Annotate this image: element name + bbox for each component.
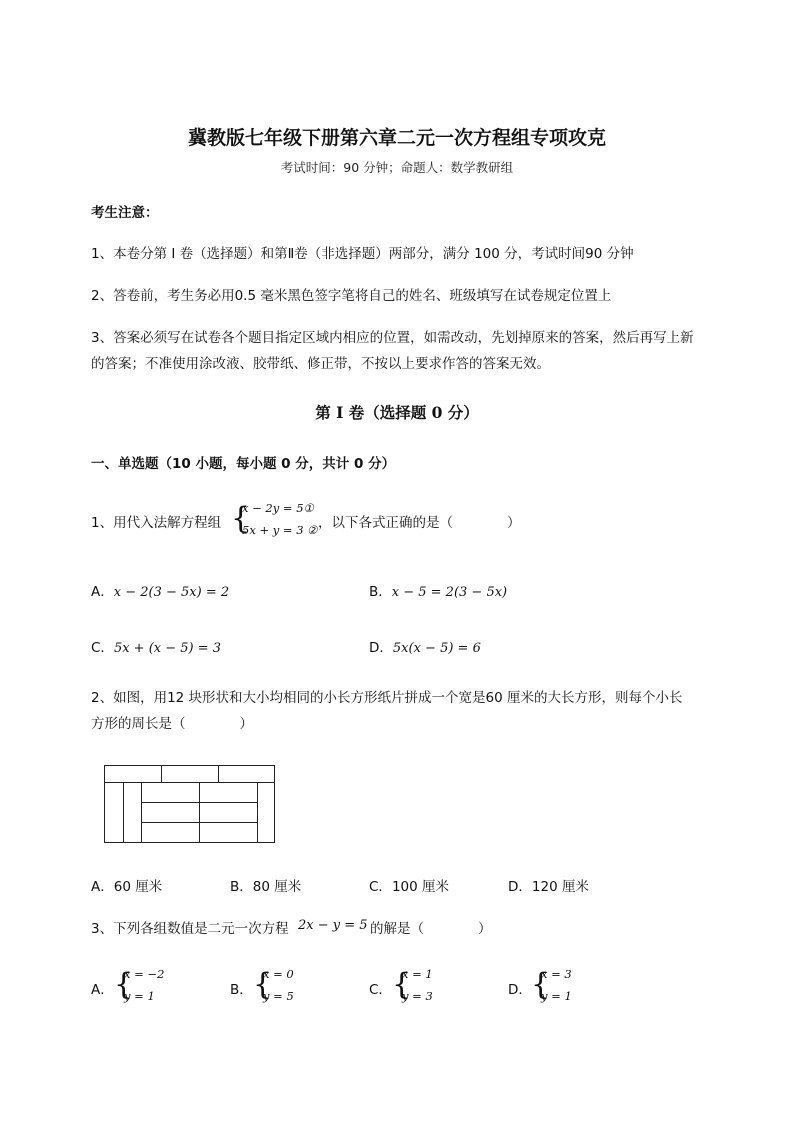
q3-option-a-brace: { (114, 967, 134, 1002)
q3-equation: 2x − y = 5 (298, 918, 368, 933)
notice-item-3: 3、答案必须写在试卷各个题目指定区域内相应的位置，如需改动，先划掉原来的答案，然后再写上新 (91, 330, 694, 346)
q3-option-b-label: B． (230, 982, 253, 998)
q2-option-b-text: 80 厘米 (252, 879, 302, 895)
q2-option-b-label: B． (230, 879, 253, 895)
q1-option-a-label: A． (91, 584, 114, 600)
q1-suffix: ，以下各式正确的是（ ） (318, 515, 521, 531)
q3-option-b-y: y = 5 (263, 989, 294, 1003)
q3-suffix: 的解是（ ） (370, 921, 492, 937)
q2-line2: 方形的周长是（ ） (91, 716, 253, 732)
q2-rectangle-figure (104, 765, 275, 843)
q2-option-a-label: A． (91, 879, 114, 895)
notice-item-1: 1、本卷分第 I 卷（选择题）和第Ⅱ卷（非选择题）两部分，满分 100 分，考试时间90 分钟 (91, 246, 634, 262)
q3-option-a-x: x = −2 (124, 967, 165, 981)
q2-line1: 2、如图，用12 块形状和大小均相同的小长方形纸片拼成一个宽是60 厘米的大长方形，则每个小长 (91, 690, 683, 706)
q1-eq2: 5x + y = 3 ② (242, 523, 318, 537)
q1-option-c-expr: 5x + (x − 5) = 3 (113, 641, 222, 656)
q2-option-c-label: C． (369, 879, 392, 895)
q3-option-c-brace: { (392, 967, 412, 1002)
q1-option-a-expr: x − 2(3 − 5x) = 2 (113, 585, 230, 600)
q2-option-c-text: 100 厘米 (391, 879, 449, 895)
q1-option-b-expr: x − 5 = 2(3 − 5x) (391, 585, 508, 600)
section-title: 第 I 卷（选择题 0 分） (315, 403, 479, 422)
q3-option-b-x: x = 0 (263, 967, 294, 981)
q2-option-d-text: 120 厘米 (531, 879, 589, 895)
q1-option-b-label: B． (369, 584, 392, 600)
notice-heading: 考生注意： (91, 205, 159, 221)
q2-option-d-label: D． (508, 879, 532, 895)
q1-option-c-label: C． (91, 640, 114, 656)
q1-option-c[interactable] (91, 636, 221, 656)
q3-option-d-brace: { (531, 967, 551, 1002)
q3-option-a-label: A． (91, 982, 114, 998)
part-heading: 一、单选题（10 小题，每小题 0 分，共计 0 分） (91, 456, 396, 472)
q1-option-a[interactable] (91, 580, 229, 600)
q1-brace: { (231, 501, 251, 536)
q3-option-c-label: C． (369, 982, 392, 998)
q3-option-c-x: x = 1 (402, 967, 433, 981)
q3-option-d-y: y = 1 (541, 989, 572, 1003)
q1-option-d-label: D． (369, 640, 393, 656)
q2-option-b[interactable] (230, 875, 301, 895)
document-subtitle: 考试时间：90 分钟；命题人：数学教研组 (280, 160, 514, 175)
q2-option-a-text: 60 厘米 (113, 879, 163, 895)
q3-option-c-y: y = 3 (402, 989, 433, 1003)
q1-eq1: x − 2y = 5① (242, 501, 314, 515)
q3-option-b-brace: { (253, 967, 273, 1002)
q1-option-b[interactable] (369, 580, 507, 600)
q2-option-c[interactable] (369, 875, 449, 895)
q1-option-d[interactable] (369, 636, 481, 656)
q2-option-a[interactable] (91, 875, 162, 895)
q3-prefix: 3、下列各组数值是二元一次方程 (91, 921, 289, 937)
q3-option-d-label: D． (508, 982, 532, 998)
q2-option-d[interactable] (508, 875, 589, 895)
document-title: 冀教版七年级下册第六章二元一次方程组专项攻克 (187, 127, 606, 149)
q3-option-d-x: x = 3 (541, 967, 572, 981)
notice-item-2: 2、答卷前，考生务必用0.5 毫米黑色签字笔将自己的姓名、班级填写在试卷规定位置上 (91, 288, 612, 304)
q3-option-a-y: y = 1 (124, 989, 155, 1003)
q1-option-d-expr: 5x(x − 5) = 6 (392, 641, 481, 656)
q1-prefix: 1、用代入法解方程组 (91, 515, 222, 531)
notice-item-3-cont: 的答案；不准使用涂改液、胶带纸、修正带，不按以上要求作答的答案无效。 (91, 356, 550, 372)
